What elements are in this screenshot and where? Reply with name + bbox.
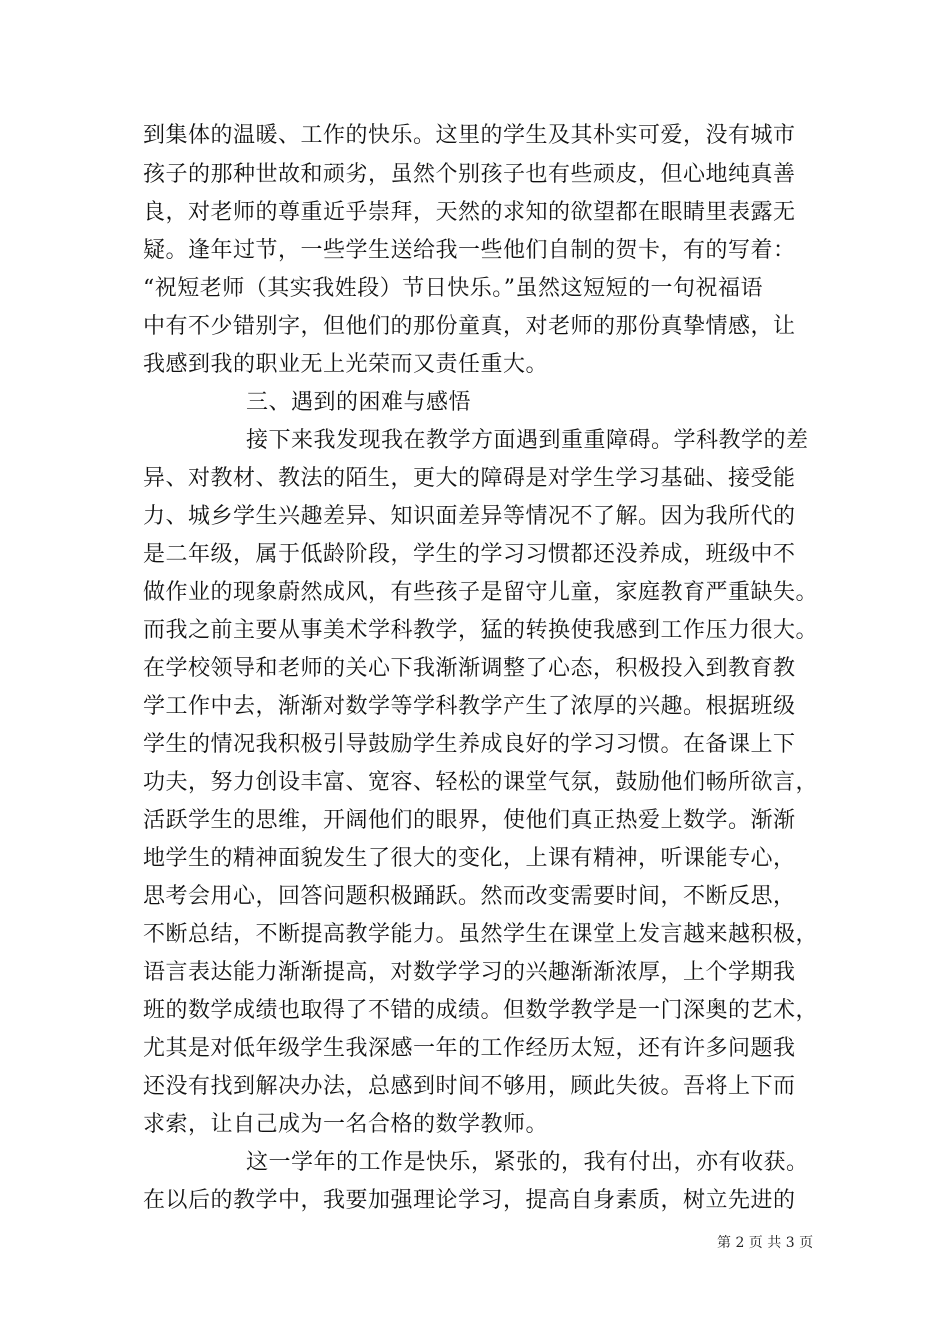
text-line: 学工作中去，渐渐对数学等学科教学产生了浓厚的兴趣。根据班级: [143, 694, 796, 719]
text-line: 学生的情况我积极引导鼓励学生养成良好的学习习惯。在备课上下: [143, 732, 796, 757]
text-line: 异、对教材、教法的陌生，更大的障碍是对学生学习基础、接受能: [143, 466, 796, 491]
text-line: 力、城乡学生兴趣差异、知识面差异等情况不了解。因为我所代的: [143, 504, 796, 529]
text-line: 中有不少错别字，但他们的那份童真，对老师的那份真挚情感，让: [143, 314, 796, 339]
text-line: 我感到我的职业无上光荣而又责任重大。: [143, 352, 549, 377]
text-line: 到集体的温暖、工作的快乐。这里的学生及其朴实可爱，没有城市: [143, 123, 796, 148]
text-line: 活跃学生的思维，开阔他们的眼界，使他们真正热爱上数学。渐渐: [143, 808, 796, 833]
text-line: 求索，让自己成为一名合格的数学教师。: [143, 1112, 549, 1137]
text-line: 做作业的现象蔚然成风，有些孩子是留守儿童，家庭教育严重缺失。: [143, 580, 819, 605]
text-line: 尤其是对低年级学生我深感一年的工作经历太短，还有许多问题我: [143, 1036, 796, 1061]
text-line: 这一学年的工作是快乐，紧张的，我有付出，亦有收获。: [246, 1150, 809, 1175]
text-line: 在学校领导和老师的关心下我渐渐调整了心态，积极投入到教育教: [143, 656, 796, 681]
text-line: 是二年级，属于低龄阶段，学生的学习习惯都还没养成，班级中不: [143, 542, 796, 567]
text-line: 孩子的那种世故和顽劣，虽然个别孩子也有些顽皮，但心地纯真善: [143, 162, 796, 187]
text-line: 而我之前主要从事美术学科教学，猛的转换使我感到工作压力很大。: [143, 618, 819, 643]
text-line: 疑。逢年过节，一些学生送给我一些他们自制的贺卡，有的写着：: [143, 238, 796, 263]
text-line: 接下来我发现我在教学方面遇到重重障碍。学科教学的差: [246, 428, 809, 453]
text-line: 班的数学成绩也取得了不错的成绩。但数学教学是一门深奥的艺术，: [143, 998, 819, 1023]
section-heading: 三、遇到的困难与感悟: [246, 390, 472, 415]
text-line: 功夫，努力创设丰富、宽容、轻松的课堂气氛，鼓励他们畅所欲言，: [143, 770, 819, 795]
text-line: 语言表达能力渐渐提高，对数学学习的兴趣渐渐浓厚，上个学期我: [143, 960, 796, 985]
text-line: 不断总结，不断提高教学能力。虽然学生在课堂上发言越来越积极，: [143, 922, 819, 947]
text-line: “祝短老师（其实我姓段）节日快乐。”虽然这短短的一句祝福语: [143, 276, 763, 301]
text-line: 在以后的教学中，我要加强理论学习，提高自身素质，树立先进的: [143, 1188, 796, 1213]
text-line: 思考会用心，回答问题积极踊跃。然而改变需要时间，不断反思，: [143, 884, 796, 909]
text-line: 良，对老师的尊重近乎崇拜，天然的求知的欲望都在眼睛里表露无: [143, 200, 796, 225]
text-line: 地学生的精神面貌发生了很大的变化，上课有精神，听课能专心，: [143, 846, 796, 871]
page-number: 第 2 页 共 3 页: [717, 1235, 814, 1251]
text-line: 还没有找到解决办法，总感到时间不够用，顾此失彼。吾将上下而: [143, 1074, 796, 1099]
